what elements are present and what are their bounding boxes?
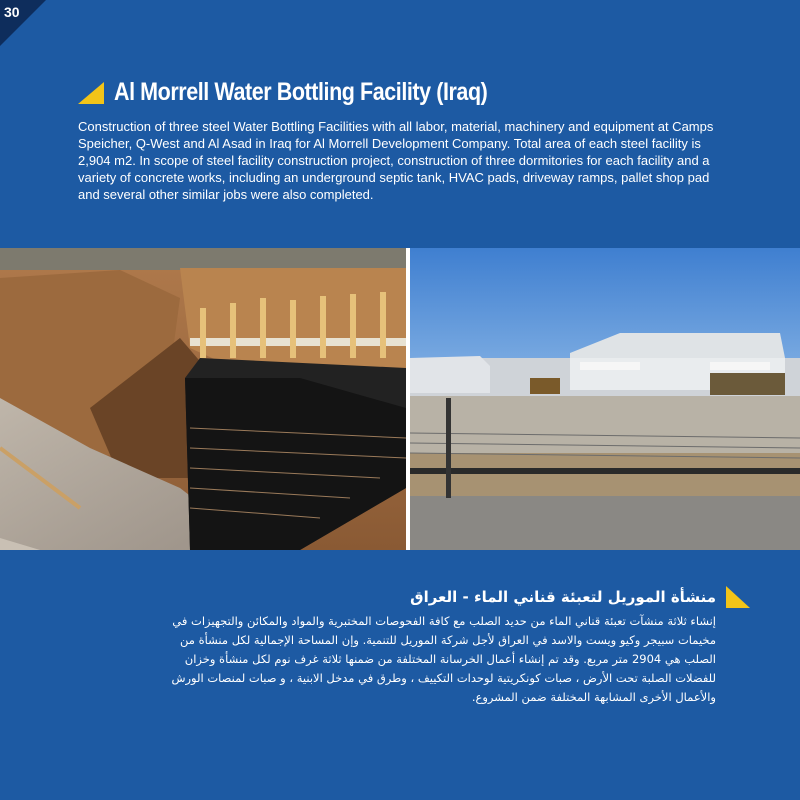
english-title-row bbox=[78, 78, 548, 107]
page-number: 30 bbox=[4, 4, 20, 20]
yellow-triangle-icon bbox=[78, 82, 104, 104]
arabic-body: إنشاء ثلاثة منشآت تعبئة قناني الماء من حديد الصلب مع كافة الفحوصات المختبرية والمواد والمكائن والتجهيزات في مخيمات سبيجر وكيو ويست والاسد في العراق لأجل شركة الموريل للتنمية. وإن المساحة الإجمالية لكل منشأة من الصلب هي 2904 متر مربع. وقد تم إنشاء أعمال الخرسانة المختلفة من ضمنها ثلاثة غرف نوم لكل منشأة وخزان للفضلات الصلبة تحت الأرض ، صبات كونكريتية لوحدات التكييف ، وطرق في مدخل الابنية ، و صبات لمنصات الورش والأعمال الأخرى المشابهة المختلفة ضمن المشروع. bbox=[171, 614, 716, 704]
photo-strip bbox=[0, 248, 800, 550]
arabic-title: منشأة الموريل لتعبئة قناني الماء - العراق bbox=[410, 588, 716, 606]
steel-facility-photo bbox=[410, 248, 800, 550]
english-title: Al Morrell Water Bottling Facility (Iraq) bbox=[114, 78, 488, 106]
arabic-title-row bbox=[410, 586, 750, 608]
yellow-triangle-icon bbox=[726, 586, 750, 608]
construction-excavation-photo bbox=[0, 248, 406, 550]
english-body: Construction of three steel Water Bottling Facilities with all labor, material, machinery and equipment at Camps Speicher, Q-West and Al Asad in Iraq for Al Morrell Development Company. Total area of each steel facility is 2,904 m2. In scope of steel facility construction project, construction of three dormitories for each facility and a variety of concrete works, including an underground septic tank, HVAC pads, driveway ramps, pallet shop pad and several other similar jobs were also completed. bbox=[78, 119, 714, 202]
